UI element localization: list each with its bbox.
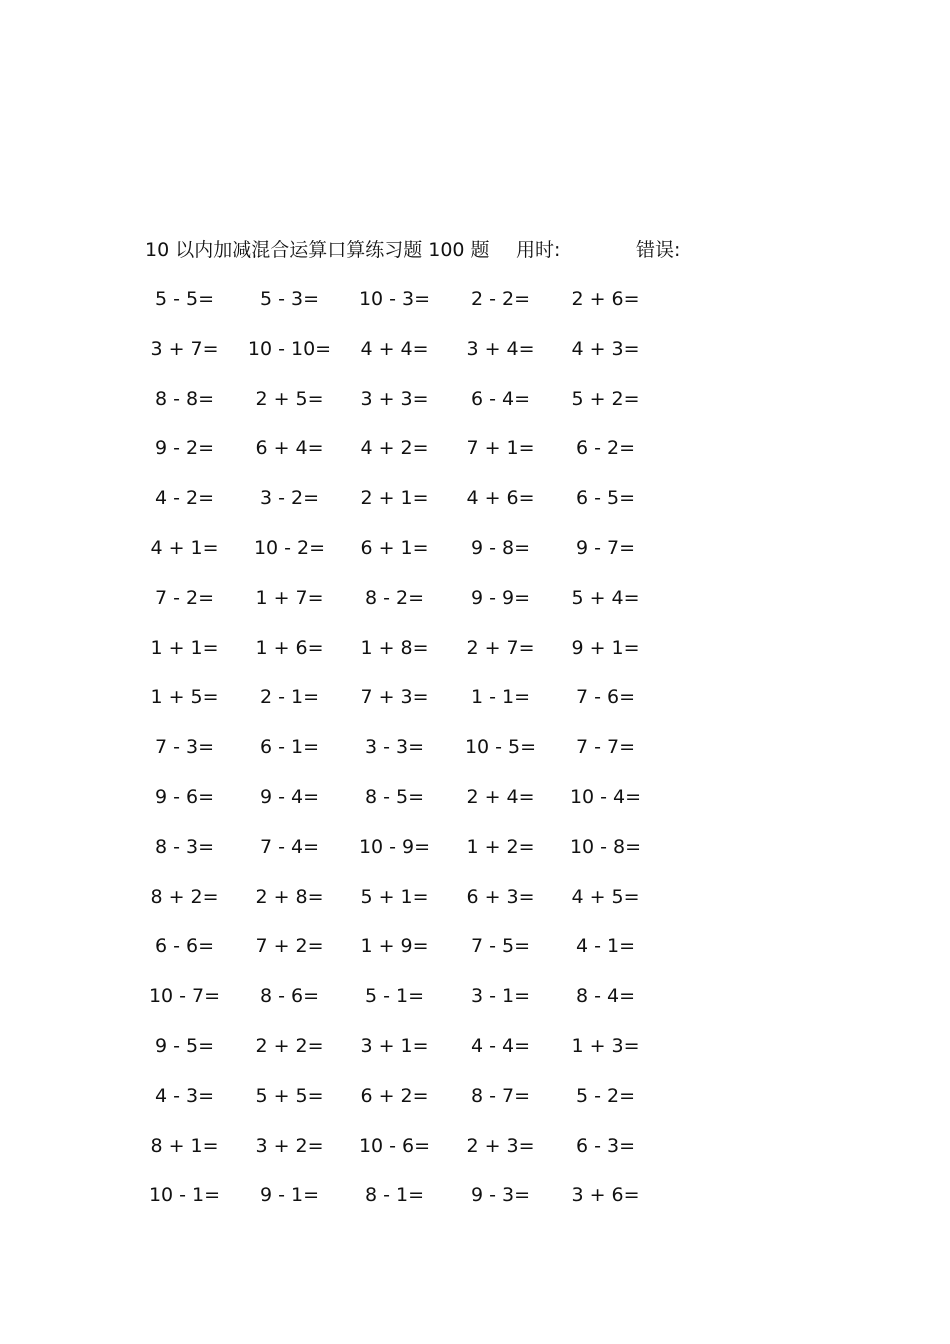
arithmetic-problem: 1 + 2= [466,835,535,858]
arithmetic-problem: 6 + 4= [255,437,324,460]
arithmetic-problem: 10 - 8= [569,835,642,858]
arithmetic-problem: 6 - 2= [575,437,636,460]
arithmetic-problem: 3 - 3= [364,736,425,759]
arithmetic-problem: 8 - 4= [575,985,636,1008]
arithmetic-problem: 10 - 2= [253,536,326,559]
arithmetic-problem: 8 - 1= [364,1184,425,1207]
arithmetic-problem: 9 + 1= [571,636,640,659]
arithmetic-problem: 3 + 1= [360,1034,429,1057]
arithmetic-problem: 10 - 3= [358,288,431,310]
arithmetic-problem: 2 + 2= [255,1034,324,1057]
arithmetic-problem: 2 + 5= [255,387,324,410]
arithmetic-problem: 6 - 3= [575,1134,636,1157]
arithmetic-problem: 4 - 4= [470,1034,531,1057]
arithmetic-problem: 2 + 8= [255,885,324,908]
arithmetic-problem: 10 - 5= [464,736,537,759]
arithmetic-problem: 5 - 3= [259,288,320,310]
arithmetic-problem: 5 + 1= [360,885,429,908]
arithmetic-problem: 7 - 4= [259,835,320,858]
arithmetic-problem: 8 - 3= [154,835,215,858]
arithmetic-problem: 7 + 2= [255,935,324,958]
arithmetic-problem: 9 - 1= [259,1184,320,1207]
arithmetic-problem: 3 + 3= [360,387,429,410]
arithmetic-problem: 6 - 5= [575,487,636,510]
arithmetic-problem: 4 - 1= [575,935,636,958]
arithmetic-problem: 6 + 1= [360,536,429,559]
arithmetic-problem: 9 - 2= [154,437,215,460]
errors-label: 错误: [636,239,681,261]
arithmetic-problem: 2 + 3= [466,1134,535,1157]
arithmetic-problem: 6 - 6= [154,935,215,958]
arithmetic-problem: 2 + 1= [360,487,429,510]
arithmetic-problem: 3 + 7= [150,337,219,360]
arithmetic-problem: 7 - 6= [575,686,636,709]
arithmetic-problem: 8 - 5= [364,785,425,808]
arithmetic-problem: 5 + 4= [571,586,640,609]
arithmetic-problem: 1 + 6= [255,636,324,659]
arithmetic-problem: 1 + 1= [150,636,219,659]
arithmetic-problem: 7 + 1= [466,437,535,460]
arithmetic-problem: 2 - 1= [259,686,320,709]
arithmetic-problem: 3 - 1= [470,985,531,1008]
arithmetic-problem: 9 - 5= [154,1034,215,1057]
arithmetic-problem: 5 + 2= [571,387,640,410]
arithmetic-problem: 8 - 6= [259,985,320,1008]
arithmetic-problem: 3 + 4= [466,337,535,360]
arithmetic-problem: 6 + 3= [466,885,535,908]
arithmetic-problem: 8 + 1= [150,1134,219,1157]
arithmetic-problem: 6 - 1= [259,736,320,759]
arithmetic-problem: 4 + 5= [571,885,640,908]
arithmetic-problem: 9 - 4= [259,785,320,808]
arithmetic-problem: 2 + 4= [466,785,535,808]
arithmetic-problem: 9 - 6= [154,785,215,808]
arithmetic-problem: 4 + 2= [360,437,429,460]
arithmetic-problem: 6 - 4= [470,387,531,410]
arithmetic-problem: 1 + 5= [150,686,219,709]
arithmetic-problem: 3 + 6= [571,1184,640,1207]
arithmetic-problem: 7 - 2= [154,586,215,609]
arithmetic-problem: 7 + 3= [360,686,429,709]
arithmetic-problem: 9 - 7= [575,536,636,559]
arithmetic-problem: 4 - 3= [154,1084,215,1107]
arithmetic-problem: 8 - 8= [154,387,215,410]
arithmetic-problem: 6 + 2= [360,1084,429,1107]
arithmetic-problem: 1 + 8= [360,636,429,659]
arithmetic-problem: 4 + 4= [360,337,429,360]
arithmetic-problem: 5 - 1= [364,985,425,1008]
arithmetic-problem: 10 - 4= [569,785,642,808]
arithmetic-problem: 8 - 2= [364,586,425,609]
arithmetic-problem: 4 - 2= [154,487,215,510]
arithmetic-problem: 10 - 7= [148,985,221,1008]
arithmetic-problem: 2 + 7= [466,636,535,659]
arithmetic-problem: 7 - 3= [154,736,215,759]
arithmetic-problem: 7 - 7= [575,736,636,759]
arithmetic-problem: 1 + 7= [255,586,324,609]
arithmetic-problem: 5 - 2= [575,1084,636,1107]
arithmetic-problem: 2 - 2= [470,288,531,310]
arithmetic-problem: 10 - 9= [358,835,431,858]
arithmetic-problem: 9 - 3= [470,1184,531,1207]
arithmetic-problem: 5 - 5= [154,288,215,310]
arithmetic-problem: 10 - 10= [247,337,332,360]
arithmetic-problem: 4 + 6= [466,487,535,510]
arithmetic-problem: 8 - 7= [470,1084,531,1107]
arithmetic-problem: 8 + 2= [150,885,219,908]
arithmetic-problem: 10 - 1= [148,1184,221,1207]
arithmetic-problem: 10 - 6= [358,1134,431,1157]
arithmetic-problem: 9 - 9= [470,586,531,609]
arithmetic-problem: 3 - 2= [259,487,320,510]
arithmetic-problem: 1 + 9= [360,935,429,958]
arithmetic-problem: 5 + 5= [255,1084,324,1107]
arithmetic-problem: 4 + 1= [150,536,219,559]
arithmetic-problem: 3 + 2= [255,1134,324,1157]
arithmetic-problem: 2 + 6= [571,288,640,310]
arithmetic-problem: 4 + 3= [571,337,640,360]
arithmetic-problem: 9 - 8= [470,536,531,559]
arithmetic-problem: 1 + 3= [571,1034,640,1057]
worksheet-title: 10 以内加减混合运算口算练习题 100 题 [145,239,490,261]
arithmetic-problem: 7 - 5= [470,935,531,958]
time-used-label: 用时: [516,239,561,261]
arithmetic-problem: 1 - 1= [470,686,531,709]
